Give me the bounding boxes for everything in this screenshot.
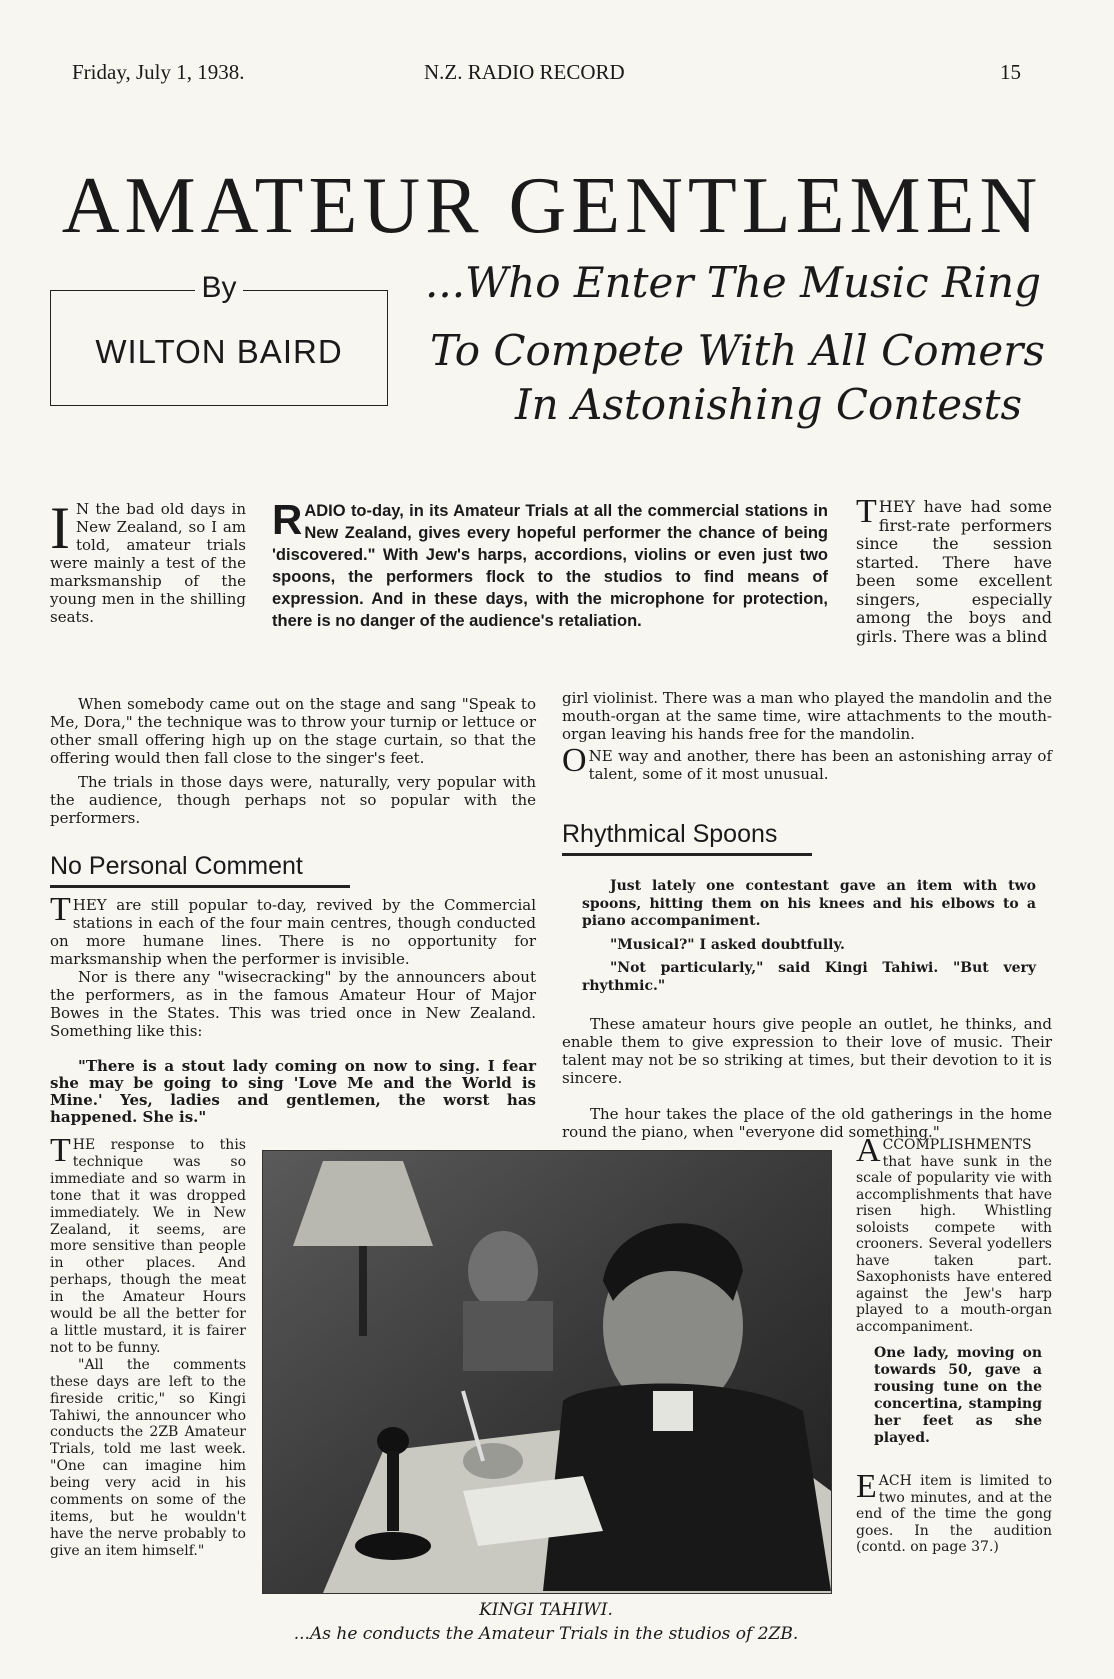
bottom-right-paragraph-3: ACH item is limited to two minutes, and at the end of the time the gong goes. In the audition (contd. on page 37.)	[856, 1473, 1052, 1555]
byline-box	[50, 271, 388, 406]
col1-paragraph-1: N the bad old days in New Zealand, so I am told, amateur trials were mainly a test of the marksmanship of the young men in the shilling seats.	[50, 500, 246, 626]
subtitle-line-3: In Astonishing Contests	[515, 380, 1023, 429]
section2-paragraph-1: Just lately one contestant gave an item with two spoons, hitting them on his knees and his elbows to a piano accompaniment.	[582, 878, 1036, 929]
byline-author: WILTON BAIRD	[95, 333, 343, 370]
page-number: 15	[1000, 60, 1021, 84]
bottom-right-column	[856, 1132, 1052, 1556]
dropcap-r: R	[272, 496, 303, 543]
intro-block	[272, 496, 828, 632]
section-no-personal-comment	[50, 852, 536, 1126]
dropcap-i: I	[50, 495, 70, 561]
col1-paragraph-3: The trials in those days were, naturally, very popular with the audience, though perhaps not so popular with the performers.	[50, 773, 536, 827]
col3-paragraph-1-cont: girl violinist. There was a man who played the mandolin and the mouth-organ at the same time, wire attachments to the mouth-organ leaving his hands free for the mandolin.	[562, 689, 1052, 743]
subtitle-line-2: To Compete With All Comers	[430, 326, 1045, 375]
col1-intro	[50, 495, 246, 626]
bottom-right-paragraph-1: CCOMPLISHMENTS that have sunk in the scale of popularity vie with accomplishments that have risen high. Whistling soloists compete with crooners. Several yodellers have taken part. Saxophonists have entered against the Jew's harp played to a mouth-organ accompaniment.	[856, 1137, 1052, 1335]
col3-paragraph-2: NE way and another, there has been an astonishing array of talent, some of it most unusual.	[588, 747, 1052, 783]
section2-paragraph-4: These amateur hours give people an outlet, he thinks, and enable them to give expression to their love of music. Their talent may not be so striking at times, but their devotion to it is sincere.	[562, 1015, 1052, 1087]
section1-quote: "There is a stout lady coming on now to sing. I fear she may be going to sing 'Love Me and the World is Mine.' Yes, ladies and gentlemen, the worst has happened. She is."	[50, 1057, 536, 1126]
section2-paragraph-5: The hour takes the place of the old gatherings in the home round the piano, when "everyone did something."	[562, 1105, 1052, 1141]
bottom-left-column	[50, 1132, 246, 1560]
col3-continued	[562, 689, 1052, 783]
section2-paragraph-2: "Musical?" I asked doubtfully.	[610, 936, 845, 953]
bottom-left-paragraph-1: HE response to this technique was so immediate and so warm in tone that it was dropped immediately. We in New Zealand, it seems, are more sensitive than people in other places. And perhaps, though the meat in the Amateur Hours would be all the better for a little mustard, it is fairer not to be funny.	[50, 1137, 246, 1356]
section1-paragraph-2: Nor is there any "wisecracking" by the announcers about the performers, as in the famous Amateur Hour of Major Bowes in the States. This was tried once in New Zealand. Something like this:	[50, 968, 536, 1040]
bottom-right-paragraph-2: One lady, moving on towards 50, gave a rousing tune on the concertina, stamping her feet as she played.	[874, 1345, 1042, 1446]
section1-paragraph-1: HEY are still popular to-day, revived by the Commercial stations in each of the four main centres, though conducted on more humane lines. There is no opportunity for marksmanship when the performer is invisible.	[50, 896, 536, 968]
col3-paragraph-1: HEY have had some first-rate performers since the session started. There have been some excellent singers, especially among the boys and girls. There was a blind	[856, 497, 1052, 646]
section-heading-no-personal-comment: No Personal Comment	[50, 852, 350, 888]
section2-paragraph-3: "Not particularly," said Kingi Tahiwi. "But very rhythmic."	[582, 960, 1036, 994]
col1-paragraph-2: When somebody came out on the stage and sang "Speak to Me, Dora," the technique was to throw your turnip or lettuce or other small offering high up on the stage curtain, so that the offering would then fall close to the singer's feet.	[50, 695, 537, 767]
section-heading-rhythmical-spoons: Rhythmical Spoons	[562, 820, 812, 856]
bottom-left-paragraph-2: "All the comments these days are left to the fireside critic," so Kingi Tahiwi, the announcer who conducts the 2ZB Amateur Trials, told me last week. "One can imagine him being very acid in his comments on some of the items, but he wouldn't have the nerve probably to give an item himself."	[50, 1356, 246, 1559]
photo-illustration	[263, 1151, 831, 1593]
section-rhythmical-spoons	[562, 820, 1052, 1141]
dropcap-t-section1: T	[50, 891, 71, 928]
issue-date: Friday, July 1, 1938.	[72, 60, 245, 84]
photo-kingi-tahiwi	[262, 1150, 832, 1594]
col3-top	[856, 493, 1052, 646]
photo-caption-text: ...As he conducts the Amateur Trials in the studios of 2ZB.	[293, 1624, 799, 1644]
dropcap-t-bottom: T	[50, 1132, 71, 1169]
photo-caption-title: KINGI TAHIWI.	[479, 1600, 613, 1620]
article-title: AMATEUR GENTLEMEN	[61, 161, 1043, 250]
dropcap-a: A	[856, 1132, 881, 1169]
intro-text: ADIO to-day, in its Amateur Trials at all the commercial stations in New Zealand, gives every hopeful performer the chance of being 'discovered." With Jew's harps, accordions, violins or even just two spoons, the performers flock to the studios to find means of expression. And in these days, with the microphone for protection, there is no danger of the audience's retaliation.	[272, 502, 828, 630]
dropcap-o: O	[562, 742, 587, 779]
subtitle-line-1: ...Who Enter The Music Ring	[425, 258, 1041, 307]
publication-name: N.Z. RADIO RECORD	[424, 60, 625, 84]
dropcap-t-col3: T	[856, 493, 877, 530]
byline-by: By	[195, 271, 242, 304]
col1-continued	[50, 695, 536, 827]
dropcap-e: E	[856, 1468, 877, 1505]
